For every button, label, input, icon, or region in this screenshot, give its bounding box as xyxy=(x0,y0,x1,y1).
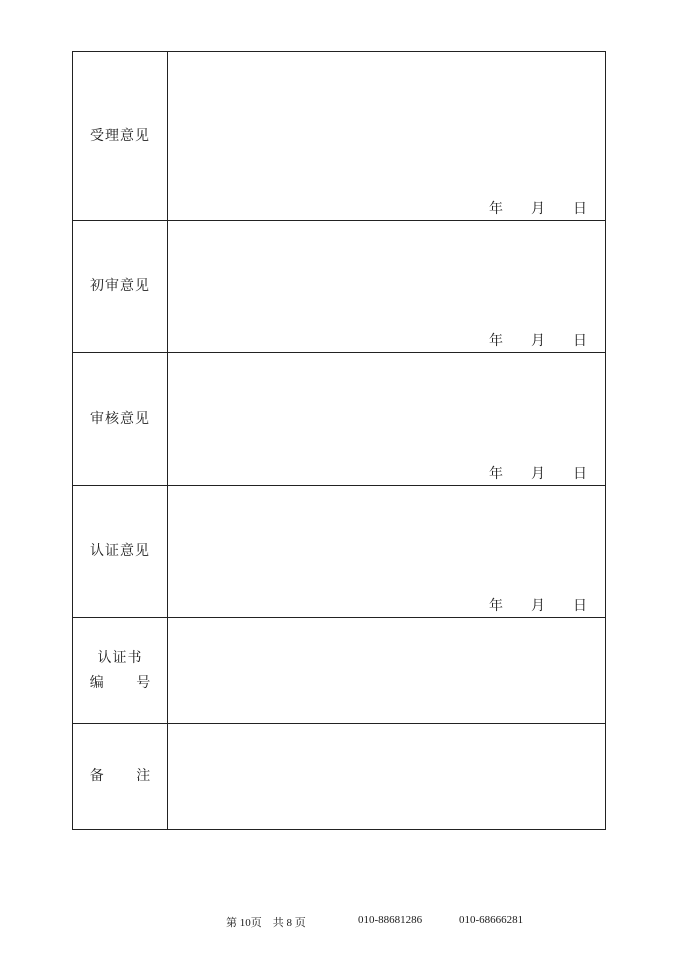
form-row-acceptance xyxy=(73,52,605,221)
form-row-certification xyxy=(73,486,605,618)
date-line xyxy=(489,330,587,350)
opinion-field-audit[interactable] xyxy=(168,353,605,485)
opinion-field-acceptance[interactable] xyxy=(168,52,605,220)
date-month-label: 月 xyxy=(531,466,545,482)
date-day-label: 日 xyxy=(573,333,587,349)
opinion-field-preliminary-review[interactable] xyxy=(168,221,605,352)
phone-number-2: 010-68666281 xyxy=(459,914,524,926)
date-year-label: 年 xyxy=(489,598,503,614)
remarks-field[interactable] xyxy=(168,724,605,829)
row-label-certificate-number xyxy=(76,646,164,696)
label-cell xyxy=(73,618,168,723)
date-month-label: 月 xyxy=(531,333,545,349)
date-day-label: 日 xyxy=(573,201,587,217)
date-line xyxy=(489,595,587,615)
date-month-label: 月 xyxy=(531,598,545,614)
label-cell xyxy=(73,52,168,220)
date-month-label: 月 xyxy=(531,201,545,217)
label-cell xyxy=(73,486,168,617)
label-cell xyxy=(73,724,168,829)
form-row-audit xyxy=(73,353,605,486)
form-row-certificate-number xyxy=(73,618,605,724)
label-cell xyxy=(73,353,168,485)
date-year-label: 年 xyxy=(489,466,503,482)
form-row-remarks xyxy=(73,724,605,829)
date-day-label: 日 xyxy=(573,598,587,614)
row-label-certification: 认证意见 xyxy=(90,543,150,559)
form-row-preliminary-review xyxy=(73,221,605,353)
row-label-audit: 审核意见 xyxy=(90,410,150,427)
date-line xyxy=(489,198,587,218)
opinion-field-certification[interactable] xyxy=(168,486,605,617)
approval-form-table xyxy=(72,51,606,830)
row-label-line1: 认证书 xyxy=(97,649,143,666)
date-year-label: 年 xyxy=(489,333,503,349)
date-year-label: 年 xyxy=(489,201,503,217)
row-label-acceptance: 受理意见 xyxy=(90,127,150,144)
date-line xyxy=(489,463,587,483)
certificate-number-field[interactable] xyxy=(168,618,605,723)
phone-number-1: 010-88681286 xyxy=(358,914,423,926)
label-cell xyxy=(73,221,168,352)
row-label-remarks: 备 注 xyxy=(89,768,165,784)
page-number-info: 第 10页 共 8 页 xyxy=(226,917,306,929)
row-label-preliminary-review: 初审意见 xyxy=(90,278,150,294)
date-day-label: 日 xyxy=(573,466,587,482)
row-label-line2: 编 号 xyxy=(89,674,165,691)
